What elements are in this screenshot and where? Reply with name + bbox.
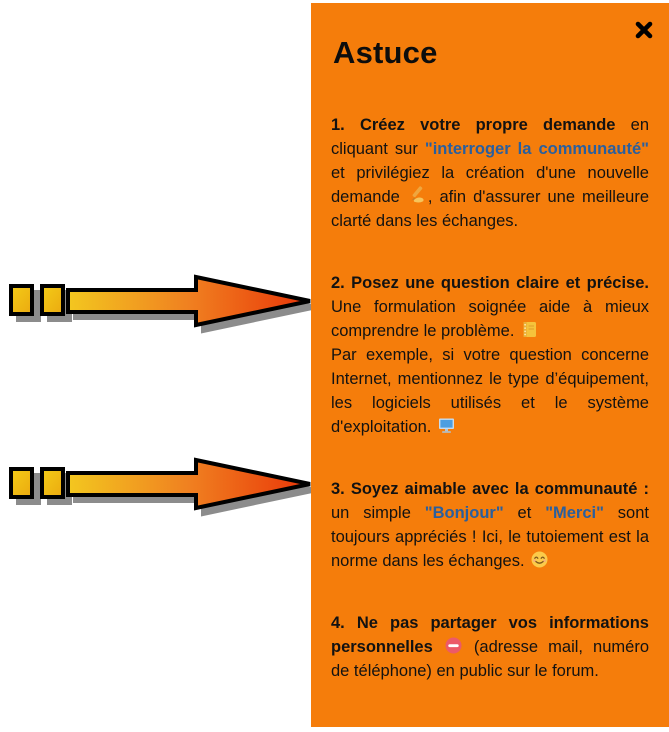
tip-paragraph-2 [331,271,649,439]
writing-hand-icon [408,186,427,205]
arrow-1-square-1 [11,286,32,314]
text-segment: et privilégiez la création d'une nouvelle demande [331,164,649,206]
tip-paragraph-1 [331,113,649,233]
close-button[interactable] [633,19,655,41]
tip-paragraph-3 [331,477,649,573]
arrow-graphic-2 [4,455,316,519]
text-segment: "Bonjour" [424,504,504,522]
text-segment: 3. Soyez aimable avec la communauté : [331,480,649,498]
tip-panel [311,3,669,727]
close-icon [633,19,655,41]
arrow-2-square-2 [42,469,63,497]
text-segment: en cliquant sur [331,116,650,158]
arrow-1-square-2 [42,286,63,314]
ledger-icon [520,320,539,339]
text-segment: Une formulation soignée aide à mieux comprendre le problème. [331,298,649,340]
arrow-2-square-1 [11,469,32,497]
desktop-computer-icon [437,416,456,435]
text-segment: 2. Posez une question claire et précise. [331,274,649,292]
no-entry-icon [444,636,463,655]
text-segment: Par exemple, si votre question concerne Internet, mentionnez le type d’équipement, les logiciels utilisés et le système d'exploitation. [331,346,649,436]
text-segment: "interroger la communauté" [424,140,649,158]
text-segment: et [503,504,546,522]
text-segment: (adresse mail, numéro de téléphone) en public sur le forum. [331,638,650,680]
arrow-graphic-1 [4,272,316,336]
text-segment: 1. Créez votre propre demande [331,116,616,134]
smiling-face-icon [530,550,549,569]
tip-paragraph-4 [331,611,649,683]
text-segment: sont toujours appréciés ! Ici, le tutoiement est la norme dans les échanges. [331,504,649,570]
text-segment: , afin d'assurer une meilleure clarté dans les échanges. [331,188,649,230]
arrow-1-svg [4,272,316,336]
text-segment: "Merci" [545,504,604,522]
text-segment: un simple [331,504,425,522]
panel-title: Astuce [333,35,438,70]
arrow-2-svg [4,455,316,519]
text-segment: 4. Ne pas partager vos informations personnelles [331,614,649,656]
